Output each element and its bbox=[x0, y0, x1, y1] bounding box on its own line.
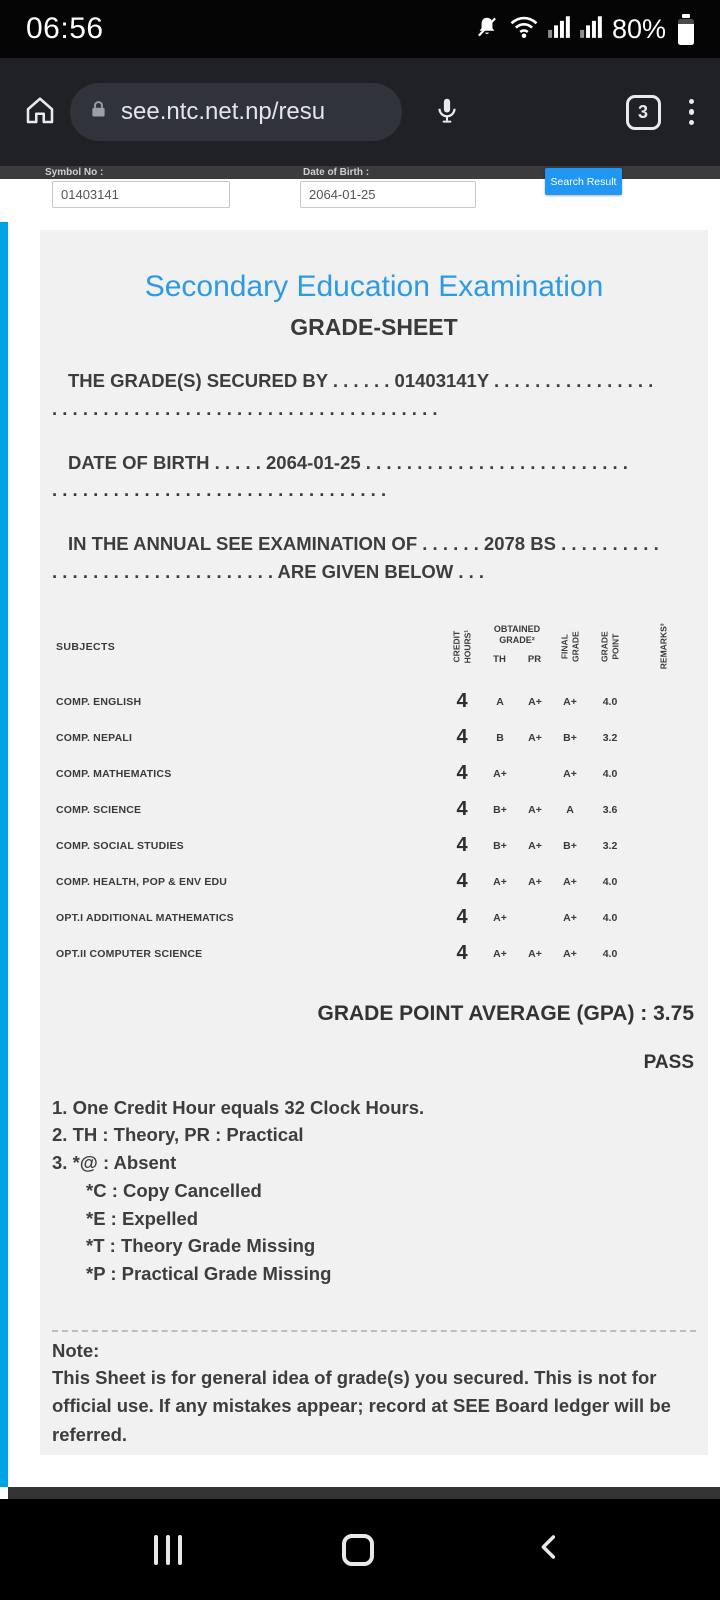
table-row: OPT.I ADDITIONAL MATHEMATICS 4 A+ A+ 4.0 bbox=[56, 906, 618, 928]
subjects-header: SUBJECTS bbox=[56, 640, 116, 653]
wifi-icon bbox=[509, 14, 539, 45]
symbol-no-label: Symbol No : bbox=[45, 167, 104, 178]
footnote: 1. One Credit Hour equals 32 Clock Hours. bbox=[52, 1096, 425, 1118]
browser-home-button[interactable] bbox=[22, 92, 58, 133]
result-status: PASS bbox=[643, 1051, 694, 1073]
remarks-header: REMARKS³ bbox=[658, 623, 669, 670]
android-home-button[interactable] bbox=[342, 1534, 374, 1566]
webpage bbox=[0, 166, 720, 1499]
recents-icon bbox=[154, 1535, 182, 1565]
dob-input[interactable] bbox=[300, 181, 476, 208]
url-text: see.ntc.net.np/resu bbox=[121, 98, 326, 125]
mic-icon bbox=[432, 94, 462, 131]
battery-percent-text: 80% bbox=[611, 13, 666, 44]
note-text: This Sheet is for general idea of grade(s) you secured. This is not for official use. If any mistakes appear; record at SEE Board ledger will be referred. bbox=[52, 1366, 671, 1446]
page-left-accent bbox=[0, 222, 8, 1487]
exam-line: IN THE ANNUAL SEE EXAMINATION OF . . . . . . 2078 BS . . . . . . . . . . bbox=[68, 533, 659, 554]
note-divider bbox=[52, 1330, 696, 1332]
status-bar bbox=[0, 0, 720, 58]
footnote: *C : Copy Cancelled bbox=[86, 1179, 262, 1201]
table-row: COMP. NEPALI 4 B A+ B+ 3.2 bbox=[56, 726, 618, 748]
table-header bbox=[52, 610, 696, 684]
secured-by-line: THE GRADE(S) SECURED BY . . . . . . 01403141Y . . . . . . . . . . . . . . . . bbox=[68, 370, 654, 391]
page-footer-strip bbox=[8, 1487, 720, 1499]
grade-sheet-card bbox=[40, 230, 708, 1455]
secured-by-paragraph bbox=[52, 367, 696, 423]
footnote: *P : Practical Grade Missing bbox=[86, 1263, 332, 1284]
sheet-title: Secondary Education Examination bbox=[144, 270, 604, 303]
grades-table bbox=[52, 610, 696, 972]
back-icon bbox=[534, 1531, 566, 1568]
voice-search-button[interactable] bbox=[432, 94, 462, 131]
note-label: Note: bbox=[52, 1339, 100, 1361]
obtained-grade-header: OBTAINED GRADE² TH PR bbox=[482, 610, 552, 684]
recents-button[interactable] bbox=[154, 1535, 182, 1565]
table-row: COMP. SCIENCE 4 B+ A+ A 3.6 bbox=[56, 798, 618, 820]
table-row: OPT.II COMPUTER SCIENCE 4 A+ A+ A+ 4.0 bbox=[56, 942, 618, 964]
tab-count: 3 bbox=[637, 101, 648, 122]
content-area bbox=[0, 222, 720, 1487]
android-nav-bar bbox=[0, 1499, 720, 1600]
search-form bbox=[0, 166, 720, 222]
footnote: *T : Theory Grade Missing bbox=[86, 1235, 316, 1257]
sheet-heading: GRADE-SHEET bbox=[290, 314, 458, 340]
browser-toolbar bbox=[0, 58, 720, 166]
signal-icon-1 bbox=[548, 14, 571, 44]
status-icons bbox=[474, 14, 694, 45]
lock-icon bbox=[88, 99, 109, 125]
final-grade-header: FINAL GRADE bbox=[559, 631, 580, 662]
grade-point-header: GRADE POINT bbox=[599, 631, 620, 662]
secured-by-line2: . . . . . . . . . . . . . . . . . . . . . . . . . . . . . . . . . . . . . . bbox=[52, 397, 438, 419]
table-row: COMP. SOCIAL STUDIES 4 B+ A+ B+ 3.2 bbox=[56, 834, 618, 856]
symbol-no-input[interactable] bbox=[52, 181, 230, 208]
dob-label: Date of Birth : bbox=[303, 167, 370, 178]
exam-paragraph bbox=[52, 530, 696, 586]
clock-text: 06:56 bbox=[26, 12, 104, 45]
battery-icon bbox=[678, 14, 694, 45]
back-button[interactable] bbox=[534, 1531, 566, 1568]
table-row: COMP. MATHEMATICS 4 A+ A+ 4.0 bbox=[56, 762, 618, 784]
pr-header: PR bbox=[527, 653, 542, 665]
exam-line2: . . . . . . . . . . . . . . . . . . . . . . ARE GIVEN BELOW . . . bbox=[52, 560, 485, 582]
browser-menu-button[interactable] bbox=[685, 95, 699, 130]
search-result-button[interactable]: Search Result bbox=[545, 168, 622, 195]
tab-switcher-button[interactable] bbox=[626, 95, 661, 130]
mute-icon bbox=[474, 14, 500, 45]
home-icon bbox=[342, 1534, 374, 1566]
dob-line: DATE OF BIRTH . . . . . 2064-01-25 . . . . . . . . . . . . . . . . . . . . . . . . . . bbox=[68, 451, 628, 473]
home-icon bbox=[22, 92, 58, 133]
footnote: 2. TH : Theory, PR : Practical bbox=[52, 1124, 304, 1146]
table-row: COMP. ENGLISH 4 A A+ A+ 4.0 bbox=[56, 690, 618, 712]
gpa-line: GRADE POINT AVERAGE (GPA) : 3.75 bbox=[317, 1001, 694, 1025]
dob-line2: . . . . . . . . . . . . . . . . . . . . . . . . . . . . . . . . . bbox=[52, 479, 387, 501]
dob-paragraph bbox=[52, 449, 696, 505]
url-bar[interactable] bbox=[70, 83, 402, 141]
signal-icon-2 bbox=[580, 14, 603, 44]
credit-hours-header: CREDIT HOURS¹ bbox=[451, 629, 472, 664]
th-header: TH bbox=[493, 653, 506, 665]
table-row: COMP. HEALTH, POP & ENV EDU 4 A+ A+ A+ 4.0 bbox=[56, 870, 618, 892]
footnotes bbox=[52, 1094, 696, 1288]
footnote: *E : Expelled bbox=[86, 1207, 199, 1229]
footnote: 3. *@ : Absent bbox=[52, 1152, 177, 1173]
